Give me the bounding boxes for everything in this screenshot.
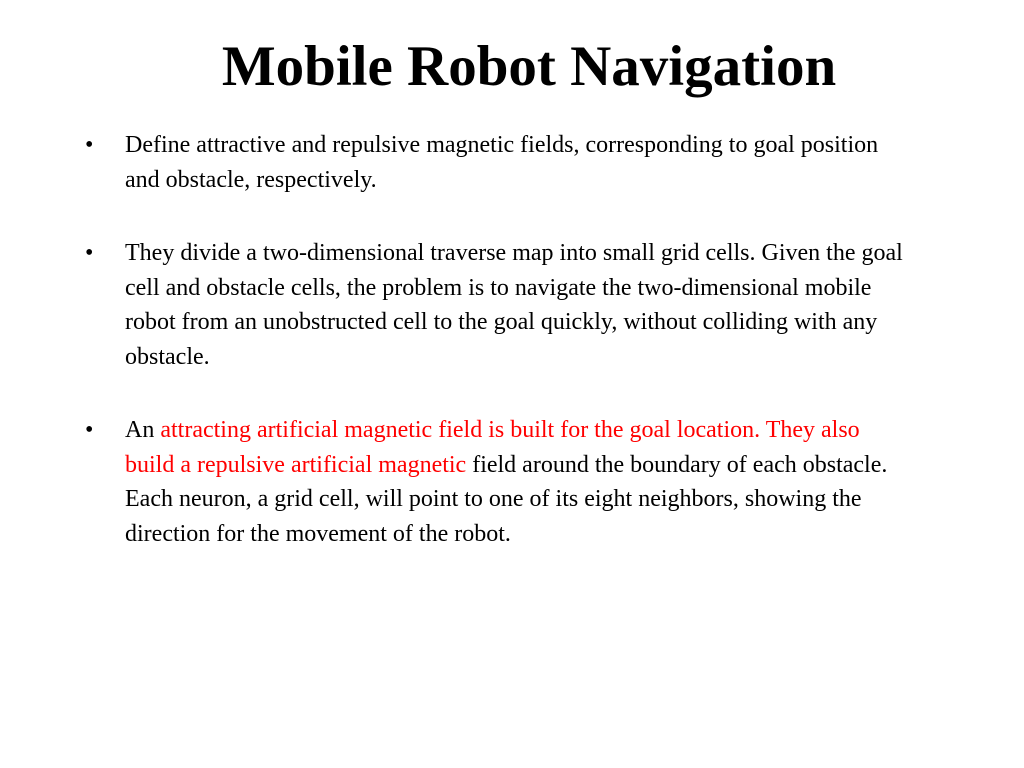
- bullet-list: [85, 128, 905, 590]
- bullet-icon: •: [85, 417, 94, 443]
- bullet-item-2: [85, 236, 905, 374]
- bullet-icon: •: [85, 240, 94, 266]
- bullet-icon: •: [85, 132, 94, 158]
- bullet-text: Define attractive and repulsive magnetic fields, corresponding to goal position and obstacle, respectively.: [125, 132, 879, 193]
- bullet-item-3: [85, 413, 905, 551]
- slide-title: Mobile Robot Navigation: [221, 35, 837, 98]
- bullet-text: They divide a two-dimensional traverse map into small grid cells. Given the goal cell and obstacle cells, the problem is to navigate the two-dimensional mobile robot from an unobstructed cell to the goal quickly, without colliding with any obstacle.: [125, 240, 903, 370]
- bullet-item-1: [85, 128, 905, 197]
- bullet-text-tail: field around the boundary of each obstacle. Each neuron, a grid cell, will point to one of its eight neighbors, showing the direction for the movement of the robot.: [125, 451, 888, 547]
- bullet-text-lead: An: [125, 417, 161, 443]
- bullet-text-highlight: attracting artificial magnetic field is built for the goal location. They also build a repulsive artificial magnetic: [125, 417, 860, 478]
